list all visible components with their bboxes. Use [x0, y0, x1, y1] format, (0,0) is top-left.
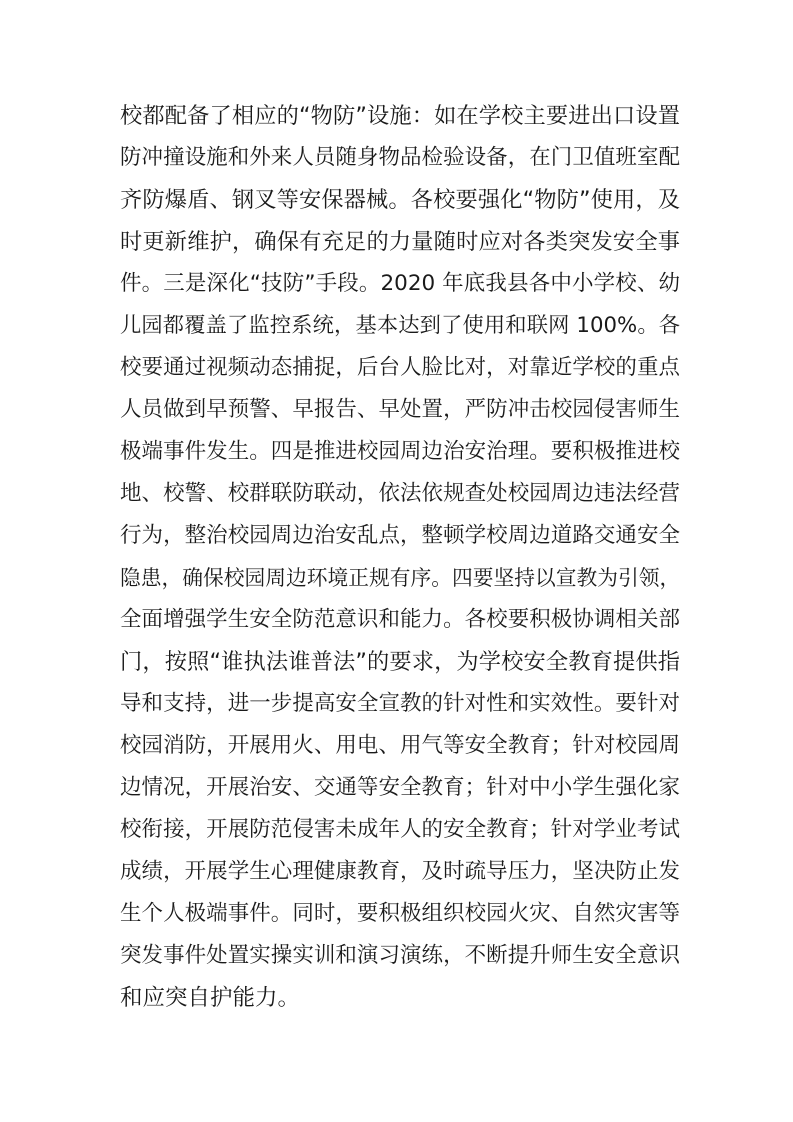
text-line: 件。三是深化“技防”手段。2020 年底我县各中小学校、幼 [120, 271, 680, 296]
text-line: 行为，整治校园周边治安乱点，整顿学校周边道路交通安全 [120, 523, 680, 548]
text-line: 和应突自护能力。 [120, 985, 301, 1011]
text-line: 儿园都覆盖了监控系统，基本达到了使用和联网 100%。各 [120, 313, 680, 338]
body-paragraph [120, 95, 680, 1019]
text-line: 门，按照“谁执法谁普法”的要求，为学校安全教育提供指 [120, 649, 680, 675]
text-line: 导和支持，进一步提高安全宣教的针对性和实效性。要针对 [120, 691, 680, 716]
text-line: 校园消防，开展用火、用电、用气等安全教育；针对校园周 [120, 733, 680, 758]
text-line: 时更新维护，确保有充足的力量随时应对各类突发安全事 [120, 229, 680, 255]
text-line: 成绩，开展学生心理健康教育，及时疏导压力，坚决防止发 [120, 859, 680, 884]
text-line: 齐防爆盾、钢叉等安保器械。各校要强化“物防”使用，及 [120, 187, 680, 213]
text-line: 校都配备了相应的“物防”设施：如在学校主要进出口设置 [120, 103, 680, 129]
text-line: 生个人极端事件。同时，要积极组织校园火灾、自然灾害等 [120, 901, 680, 926]
text-line: 极端事件发生。四是推进校园周边治安治理。要积极推进校 [120, 439, 680, 464]
text-line: 人员做到早预警、早报告、早处置，严防冲击校园侵害师生 [120, 397, 680, 422]
text-line: 防冲撞设施和外来人员随身物品检验设备，在门卫值班室配 [120, 145, 680, 170]
text-line: 校要通过视频动态捕捉，后台人脸比对，对靠近学校的重点 [120, 355, 680, 380]
text-line: 校衔接，开展防范侵害未成年人的安全教育；针对学业考试 [120, 817, 680, 842]
text-line: 全面增强学生安全防范意识和能力。各校要积极协调相关部 [120, 607, 680, 632]
text-line: 边情况，开展治安、交通等安全教育；针对中小学生强化家 [120, 775, 680, 800]
text-line: 隐患，确保校园周边环境正规有序。四要坚持以宣教为引领， [120, 566, 681, 590]
text-line: 地、校警、校群联防联动，依法依规查处校园周边违法经营 [120, 481, 680, 506]
text-line: 突发事件处置实操实训和演习演练，不断提升师生安全意识 [120, 943, 680, 968]
